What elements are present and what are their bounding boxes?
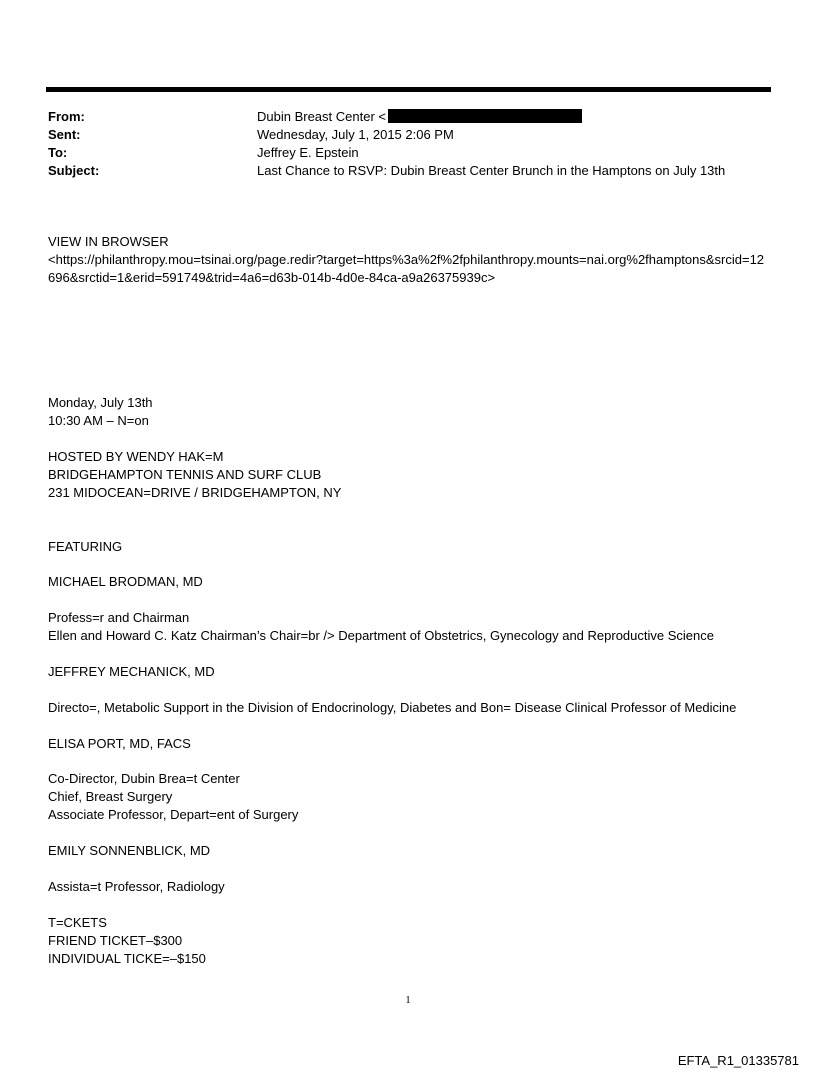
ticket-friend: FRIEND TICKET–$300 [48, 933, 183, 948]
to-row [48, 144, 770, 162]
sent-row [48, 126, 770, 144]
venue-name: BRIDGEHAMPTON TENNIS AND SURF CLUB [48, 467, 322, 482]
event-date: Monday, July 13th [48, 395, 153, 410]
speaker-3-name: ELISA PORT, MD, FACS [48, 736, 191, 751]
speaker-1-name: MICHAEL BRODMAN, MD [48, 574, 203, 589]
subject-row [48, 162, 770, 180]
bates-number: EFTA_R1_01335781 [677, 1053, 799, 1068]
header-rule [46, 87, 771, 92]
from-label: From: [48, 109, 85, 124]
event-time: 10:30 AM – N=on [48, 413, 149, 428]
from-sender: Dubin Breast Center < [257, 109, 386, 124]
ticket-individual: INDIVIDUAL TICKE=–$150 [48, 951, 206, 966]
featuring-heading: FEATURING [48, 539, 123, 554]
subject-value: Last Chance to RSVP: Dubin Breast Center Brunch in the Hamptons on July 13th [257, 163, 726, 178]
from-value [257, 108, 582, 126]
page-number: 1 [405, 994, 411, 1006]
speaker-2-name: JEFFREY MECHANICK, MD [48, 664, 215, 679]
venue-address: 231 MIDOCEAN=DRIVE / BRIDGEHAMPTON, NY [48, 485, 342, 500]
speaker-2-title-1: Directo=, Metabolic Support in the Division of Endocrinology, Diabetes and Bon= Disease Clinical Professor of Medicine [48, 700, 737, 715]
to-value: Jeffrey E. Epstein [257, 145, 359, 160]
to-label: To: [48, 145, 68, 160]
sent-label: Sent: [48, 127, 81, 142]
tickets-heading: T=CKETS [48, 915, 107, 930]
hosted-by: HOSTED BY WENDY HAK=M [48, 449, 224, 464]
speaker-3-title-1: Co-Director, Dubin Brea=t Center [48, 771, 240, 786]
subject-label: Subject: [48, 163, 100, 178]
redaction-block [388, 109, 582, 123]
speaker-4-name: EMILY SONNENBLICK, MD [48, 843, 211, 858]
from-row [48, 108, 770, 126]
speaker-3-title-2: Chief, Breast Surgery [48, 789, 173, 804]
email-header [48, 108, 770, 180]
speaker-3-title-3: Associate Professor, Depart=ent of Surgery [48, 807, 299, 822]
speaker-1-title-1: Profess=r and Chairman [48, 610, 190, 625]
speaker-4-title-1: Assista=t Professor, Radiology [48, 879, 225, 894]
speaker-1-title-2: Ellen and Howard C. Katz Chairman’s Chair=br /> Department of Obstetrics, Gynecology and Reproductive Science [48, 628, 714, 643]
view-in-browser-link[interactable]: VIEW IN BROWSER [48, 234, 169, 249]
browser-url[interactable]: <https://philanthropy.mou=tsinai.org/page.redir?target=https%3a%2f%2fphilanthropy.mounts=nai.org%2fhamptons&srcid=12696&srctid=1&erid=591749&trid=4a6=d63b-014b-4d0e-84ca-a9a26375939c> [48, 252, 765, 285]
sent-value: Wednesday, July 1, 2015 2:06 PM [257, 127, 454, 142]
